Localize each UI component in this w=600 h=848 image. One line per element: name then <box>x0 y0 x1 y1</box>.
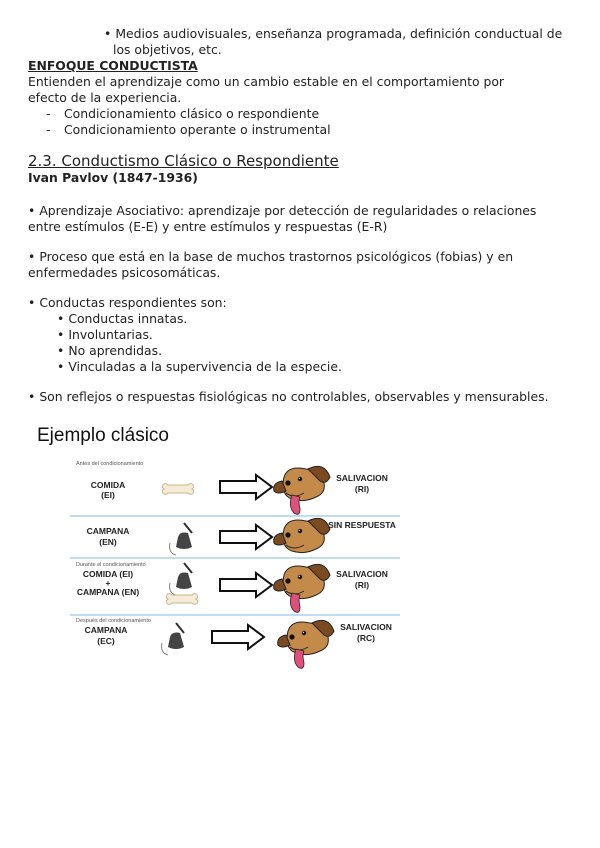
row4-response-code: (RC) <box>357 633 375 643</box>
row1-stimulus-code: (EI) <box>101 490 115 500</box>
tongue-icon <box>294 649 304 668</box>
paragraph-4: • Son reflejos o respuestas fisiológicas no controlables, observables y mensurables. <box>28 389 549 405</box>
bone-icon <box>166 594 197 605</box>
row3-phase: Durante el condicionamiento <box>76 562 146 568</box>
paragraph-3-item-2: • Involuntarias. <box>57 327 153 343</box>
enfoque-heading: ENFOQUE CONDUCTISTA <box>28 58 198 73</box>
tongue-icon <box>290 593 300 612</box>
row3-response-code: (RI) <box>354 580 370 590</box>
intro-bullet-line1: • Medios audiovisuales, enseñanza programada, definición conductual de <box>104 26 562 42</box>
paragraph-2-line2: enfermedades psicosomáticas. <box>28 265 221 280</box>
row2-stimulus: CAMPANA <box>86 526 130 536</box>
tongue-icon <box>290 495 300 514</box>
bell-icon <box>162 623 184 655</box>
row1-response-code: (RI) <box>354 484 370 494</box>
paragraph-3-item-1: • Conductas innatas. <box>57 311 187 327</box>
paragraph-2-line1: • Proceso que está en la base de muchos trastornos psicológicos (fobias) y en <box>28 249 513 265</box>
row4-stimulus: CAMPANA <box>84 625 128 635</box>
pavlov-diagram <box>70 455 400 670</box>
paragraph-3-item-3: • No aprendidas. <box>57 343 162 359</box>
bone-icon <box>162 484 193 495</box>
row1-stimulus: COMIDA <box>90 480 126 490</box>
dog-icon <box>278 620 334 654</box>
arrow-icon <box>220 573 272 597</box>
bell-icon <box>170 523 192 555</box>
row3-stimulus-2: CAMPANA (EN) <box>76 587 140 597</box>
paragraph-1-line2: entre estímulos (E-E) y entre estímulos y respuestas (E-R) <box>28 219 388 234</box>
section-title: 2.3. Conductismo Clásico o Respondiente <box>28 152 339 170</box>
row3-plus: + <box>105 578 111 588</box>
row1-response: SALIVACION <box>336 473 388 483</box>
row1-phase: Antes del condicionamiento <box>76 461 144 467</box>
dog-icon <box>274 518 330 552</box>
arrow-icon <box>220 475 272 499</box>
paragraph-3-intro: • Conductas respondientes son: <box>28 295 227 311</box>
row2-response: SIN RESPUESTA <box>328 520 396 530</box>
row2-stimulus-code: (EN) <box>99 537 117 547</box>
arrow-icon <box>220 525 272 549</box>
row4-response: SALIVACION <box>340 622 392 632</box>
enfoque-item-2: - Condicionamiento operante o instrumental <box>46 122 331 138</box>
paragraph-3-item-4: • Vinculadas a la supervivencia de la especie. <box>57 359 342 375</box>
intro-bullet-line2: los objetivos, etc. <box>113 42 222 57</box>
dog-icon <box>274 466 330 500</box>
row4-phase: Después del condicionamiento <box>76 618 151 624</box>
dog-icon <box>274 564 330 598</box>
bell-icon <box>170 563 192 595</box>
figure-title: Ejemplo clásico <box>37 425 169 446</box>
row4-stimulus-code: (EC) <box>97 636 115 646</box>
section-author: Ivan Pavlov (1847-1936) <box>28 170 198 185</box>
row3-stimulus-1: COMIDA (EI) <box>82 569 134 579</box>
enfoque-line2: efecto de la experiencia. <box>28 90 182 105</box>
arrow-icon <box>212 625 264 649</box>
enfoque-item-1: - Condicionamiento clásico o respondiente <box>46 106 319 122</box>
row3-response: SALIVACION <box>336 569 388 579</box>
paragraph-1-line1: • Aprendizaje Asociativo: aprendizaje por detección de regularidades o relaciones <box>28 203 536 219</box>
enfoque-line1: Entienden el aprendizaje como un cambio estable en el comportamiento por <box>28 74 505 89</box>
